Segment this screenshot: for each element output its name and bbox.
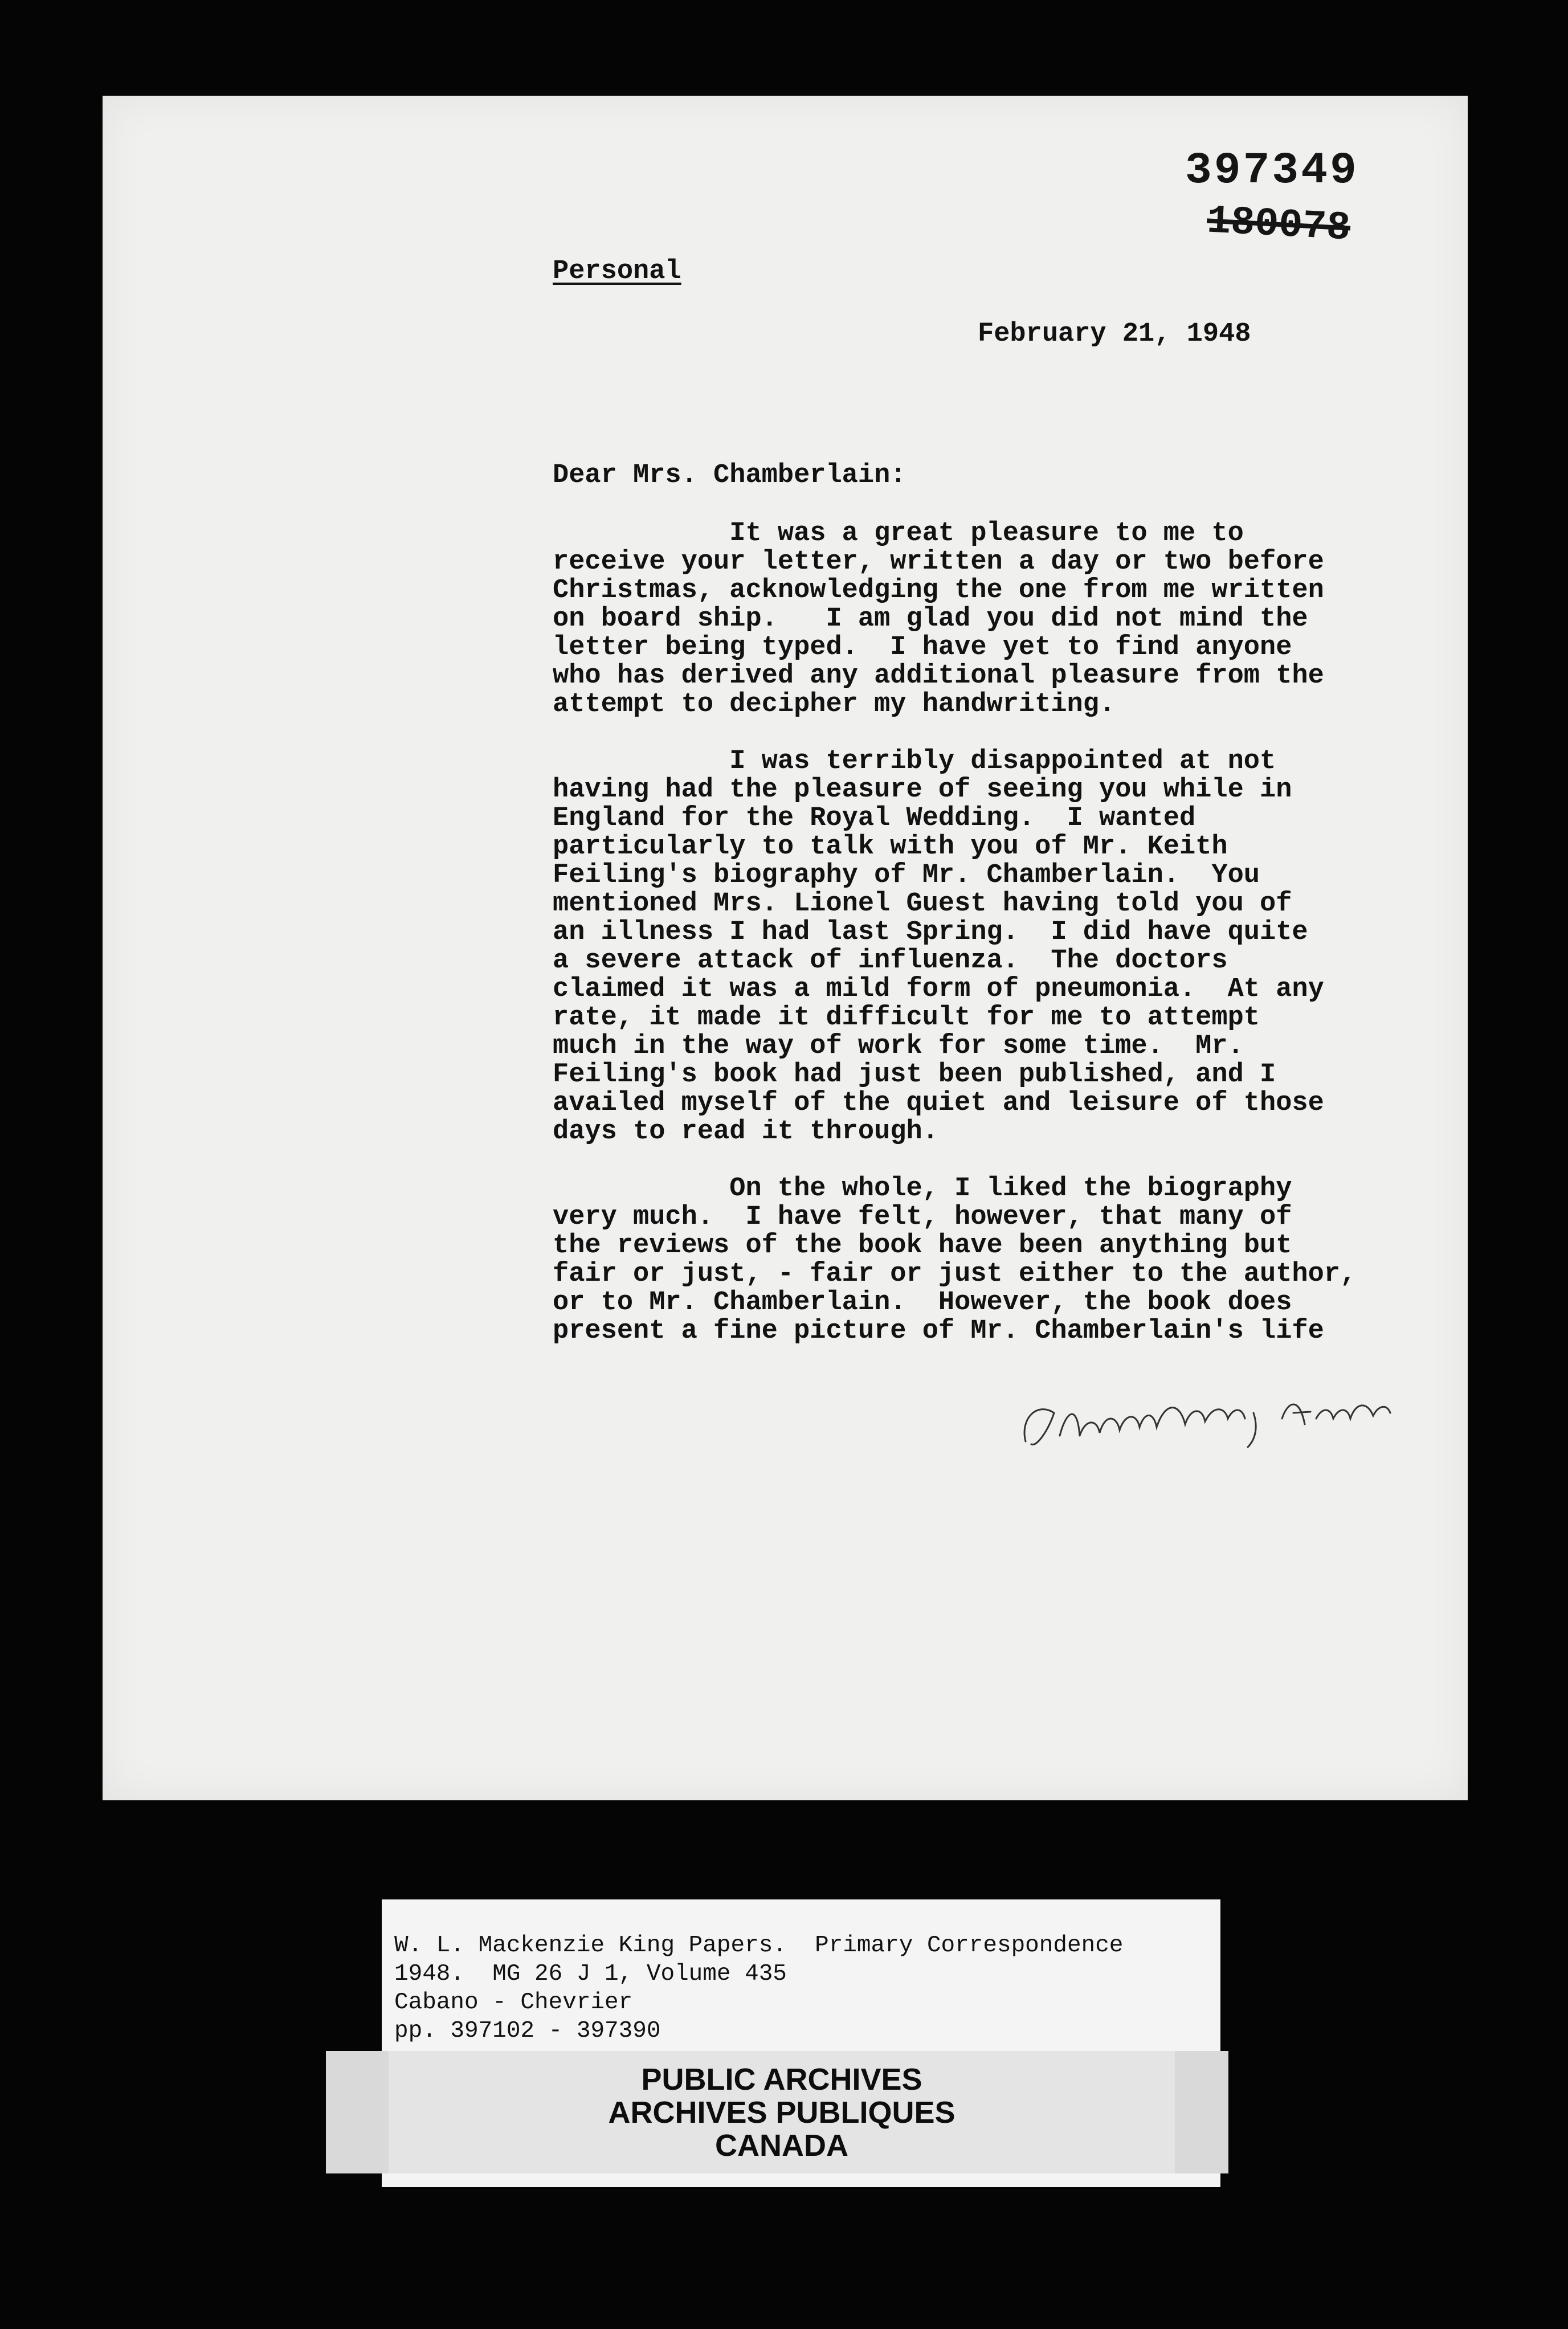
paragraph-1: It was a great pleasure to me to receive your letter, written a day or two before Christmas, acknowledging the one from me written on board ship. I am glad you did not mind the letter being typed. I have yet to find anyone who has derived any additional pleasure from the attempt to decipher my handwriting.: [553, 518, 1324, 720]
crossed-out-number: 180078: [1206, 199, 1351, 252]
salutation: Dear Mrs. Chamberlain:: [553, 460, 906, 491]
document-number: 397349: [1185, 146, 1359, 196]
archive-line-4: pp. 397102 - 397390: [394, 2018, 661, 2044]
archives-line-3: CANADA: [715, 2128, 848, 2163]
personal-marking: Personal: [553, 256, 681, 287]
archive-line-2: 1948. MG 26 J 1, Volume 435: [394, 1961, 787, 1987]
public-archives-stamp: [326, 2051, 1228, 2173]
letter-date: February 21, 1948: [978, 319, 1251, 349]
archives-line-1: PUBLIC ARCHIVES: [641, 2062, 922, 2097]
paragraph-3: On the whole, I liked the biography very much. I have felt, however, that many of the reviews of the book have been anything but fair or just, - fair or just either to the author, or to Mr. Chamberlain. However, the book does present a fine picture of Mr. Chamberlain's life: [553, 1174, 1357, 1346]
handwritten-annotation: [1014, 1379, 1447, 1464]
paragraph-2: I was terribly disappointed at not having had the pleasure of seeing you while in England for the Royal Wedding. I wanted particularly to talk with you of Mr. Keith Feiling's biography of Mr. Chamberlain. You mentioned Mrs. Lionel Guest having told you of an illness I had last Spring. I did have quite a severe attack of influenza. The doctors claimed it was a mild form of pneumonia. At any rate, it made it difficult for me to attempt much in the way of work for some time. Mr. Feiling's book had just been published, and I availed myself of the quiet and leisure of those days to read it through.: [553, 746, 1324, 1147]
archive-line-3: Cabano - Chevrier: [394, 1989, 633, 2016]
archives-stamp-inner: [389, 2051, 1175, 2173]
archives-line-2: ARCHIVES PUBLIQUES: [608, 2095, 956, 2130]
archive-line-1: W. L. Mackenzie King Papers. Primary Correspondence: [394, 1932, 1124, 1959]
archive-reference-text: [394, 1931, 1123, 2045]
